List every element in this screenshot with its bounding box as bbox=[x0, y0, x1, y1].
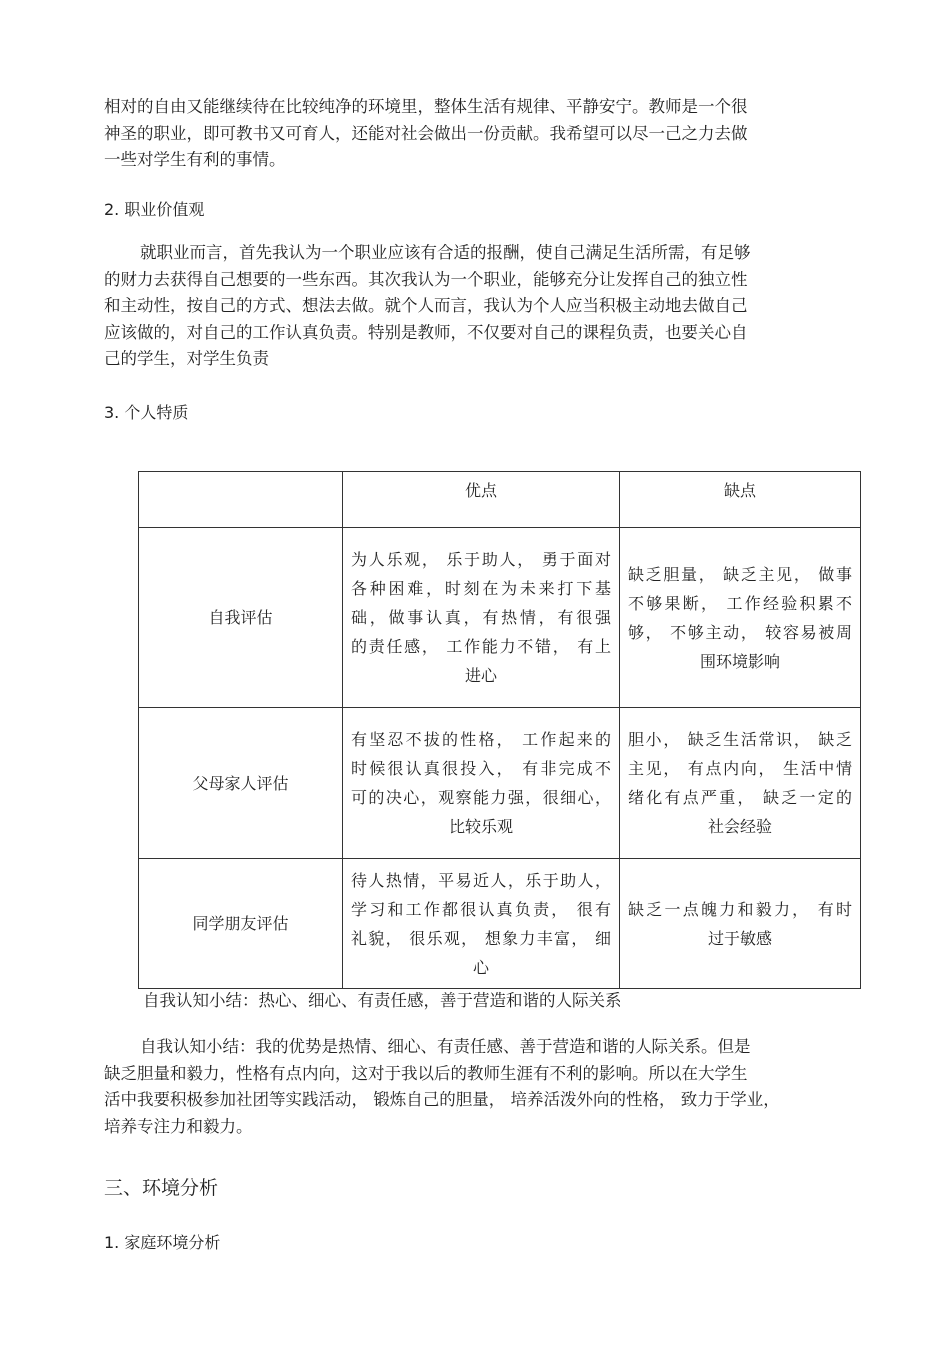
table-row bbox=[139, 528, 861, 708]
weaknesses-cell bbox=[620, 708, 861, 859]
cell-line: 围环境影响 bbox=[699, 651, 780, 671]
cell-line: 可的决心，观察能力强，很细心， bbox=[351, 788, 611, 807]
row-label: 自我评估 bbox=[139, 528, 343, 708]
weaknesses-cell bbox=[620, 859, 861, 989]
weaknesses-cell bbox=[620, 528, 861, 708]
strengths-cell bbox=[343, 708, 620, 859]
values-paragraph bbox=[104, 240, 824, 373]
paragraph-line: 神圣的职业，即可教书又可育人，还能对社会做出一份贡献。我希望可以尽一己之力去做 bbox=[104, 123, 748, 143]
section-heading-environment: 三、环境分析 bbox=[104, 1177, 219, 1199]
paragraph-line: 就职业而言，首先我认为一个职业应该有合适的报酬，使自己满足生活所需，有足够 bbox=[140, 243, 751, 262]
heading-family-environment: 1. 家庭环境分析 bbox=[104, 1233, 221, 1252]
paragraph-line: 活中我要积极参加社团等实践活动， 锻炼自己的胆量， 培养活泼外向的性格， 致力于学业， bbox=[104, 1090, 780, 1109]
header-blank-cell bbox=[139, 472, 343, 528]
table-header-row bbox=[139, 472, 861, 528]
strengths-cell bbox=[343, 859, 620, 989]
table-row bbox=[139, 859, 861, 989]
cell-line: 胆小， 缺乏生活常识， 缺乏 bbox=[628, 730, 852, 749]
cell-line: 的责任感， 工作能力不错， 有上 bbox=[351, 637, 611, 656]
cell-line: 心 bbox=[472, 957, 489, 977]
heading-career-values: 2. 职业价值观 bbox=[104, 200, 205, 219]
header-strengths: 优点 bbox=[343, 472, 620, 528]
cell-line: 主见， 有点内向， 生活中情 bbox=[628, 759, 852, 778]
header-weaknesses: 缺点 bbox=[620, 472, 861, 528]
row-label: 父母家人评估 bbox=[139, 708, 343, 859]
intro-paragraph bbox=[104, 94, 824, 174]
table-row bbox=[139, 708, 861, 859]
cell-line: 有坚忍不拔的性格， 工作起来的 bbox=[351, 730, 611, 749]
cell-line: 进心 bbox=[464, 666, 497, 685]
cell-line: 为人乐观， 乐于助人， 勇于面对 bbox=[351, 550, 611, 569]
cell-line: 社会经验 bbox=[707, 817, 772, 836]
summary-short: 自我认知小结：热心、细心、有责任感，善于营造和谐的人际关系 bbox=[143, 991, 622, 1010]
paragraph-line: 的财力去获得自己想要的一些东西。其次我认为一个职业，能够充分让发挥自己的独立性 bbox=[104, 269, 748, 289]
paragraph-line: 应该做的，对自己的工作认真负责。特别是教师，不仅要对自己的课程负责，也要关心自 bbox=[104, 322, 748, 342]
cell-line: 学习和工作都很认真负责， 很有 bbox=[351, 899, 611, 919]
paragraph-line: 缺乏胆量和毅力，性格有点内向，这对于我以后的教师生涯有不利的影响。所以在大学生 bbox=[104, 1063, 748, 1083]
cell-line: 础，做事认真，有热情，有很强 bbox=[351, 608, 611, 627]
paragraph-line: 培养专注力和毅力。 bbox=[104, 1116, 253, 1136]
heading-personal-traits: 3. 个人特质 bbox=[104, 403, 189, 422]
cell-line: 绪化有点严重， 缺乏一定的 bbox=[628, 788, 852, 807]
paragraph-line: 己的学生，对学生负责 bbox=[104, 349, 269, 368]
cell-line: 各种困难，时刻在为未来打下基 bbox=[351, 579, 611, 598]
summary-paragraph bbox=[104, 1034, 824, 1140]
row-label: 同学朋友评估 bbox=[139, 859, 343, 989]
traits-table bbox=[138, 471, 861, 989]
paragraph-line: 和主动性，按自己的方式、想法去做。就个人而言，我认为个人应当积极主动地去做自己 bbox=[104, 296, 748, 315]
paragraph-line: 自我认知小结：我的优势是热情、细心、有责任感、善于营造和谐的人际关系。但是 bbox=[140, 1037, 751, 1056]
cell-line: 缺乏胆量， 缺乏主见， 做事 bbox=[628, 564, 852, 584]
cell-line: 过于敏感 bbox=[707, 928, 772, 948]
cell-line: 够， 不够主动， 较容易被周 bbox=[628, 622, 852, 642]
cell-line: 待人热情，平易近人，乐于助人， bbox=[351, 870, 611, 890]
paragraph-line: 相对的自由又能继续待在比较纯净的环境里，整体生活有规律、平静安宁。教师是一个很 bbox=[104, 97, 748, 116]
cell-line: 礼貌， 很乐观， 想象力丰富， 细 bbox=[351, 928, 611, 948]
strengths-cell bbox=[343, 528, 620, 708]
paragraph-line: 一些对学生有利的事情。 bbox=[104, 150, 286, 169]
cell-line: 时候很认真很投入， 有非完成不 bbox=[351, 759, 611, 778]
cell-line: 不够果断， 工作经验积累不 bbox=[628, 593, 852, 613]
cell-line: 比较乐观 bbox=[448, 817, 513, 836]
cell-line: 缺乏一点魄力和毅力， 有时 bbox=[628, 899, 852, 919]
